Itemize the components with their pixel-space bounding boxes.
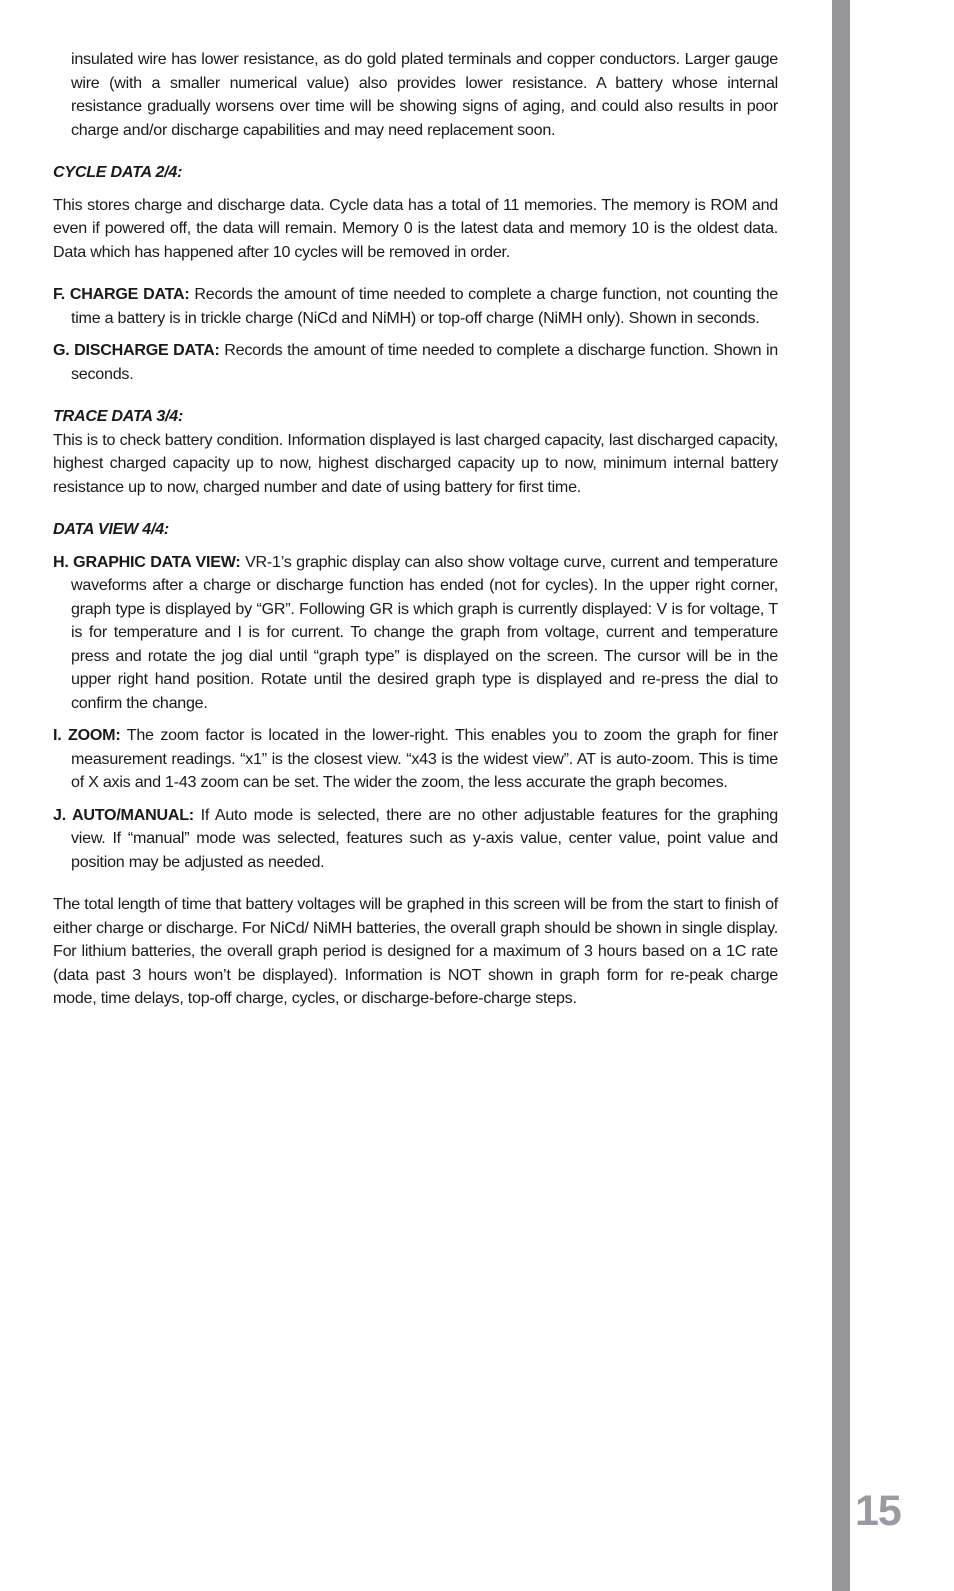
closing-paragraph: The total length of time that battery voltages will be graphed in this screen will be from the start to finish of either charge or discharge. For NiCd/ NiMH batteries, the overall graph should be shown in single display. For lithium batteries, the overall graph period is designed for a maximum of 3 hours based on a 1C rate (data past 3 hours won’t be displayed). Information is NOT shown in graph form for re-peak charge mode, time delays, top-off charge, cycles, or discharge-before-charge steps. xyxy=(53,895,778,1007)
item-text: If Auto mode is selected, there are no other adjustable features for the graphing view. If “manual” mode was selected, features such as y-axis value, center value, point value and position may be adjusted as needed. xyxy=(71,805,778,871)
auto-manual-item xyxy=(53,804,778,875)
item-label: J. AUTO/MANUAL: xyxy=(53,805,194,824)
cycle-data-heading: CYCLE DATA 2/4: xyxy=(53,163,183,181)
item-text: The zoom factor is located in the lower-right. This enables you to zoom the graph for finer measurement readings. “x1” is the closest view. “x43 is the widest view”. AT is auto-zoom. This is time of X axis and 1-43 zoom can be set. The wider the zoom, the less accurate the graph becomes. xyxy=(71,726,778,791)
continuation-paragraph: insulated wire has lower resistance, as do gold plated terminals and copper conductors. Larger gauge wire (with a smaller numerical value) also provides lower resistance. A battery whose internal resistance gradually worsens over time will be showing signs of aging, and could also results in poor charge and/or discharge capabilities and may need replacement soon. xyxy=(71,50,778,139)
item-text: VR-1’s graphic display can also show voltage curve, current and temperature waveforms after a charge or discharge function has ended (not for cycles). In the upper right corner, graph type is displayed by “GR”. Following GR is which graph is currently displayed: V is for voltage, T is for temperature and I is for current. To change the graph from voltage, current and temperature press and rotate the jog dial until “graph type” is displayed on the screen. The cursor will be in the upper right hand position. Rotate until the desired graph type is displayed and re-press the dial to confirm the change. xyxy=(71,552,778,712)
trace-data-intro: This is to check battery condition. Information displayed is last charged capacity, last discharged capacity, highest charged capacity up to now, highest discharged capacity up to now, minimum internal battery resistance up to now, charged number and date of using battery for first time. xyxy=(53,430,778,496)
cycle-data-intro: This stores charge and discharge data. Cycle data has a total of 11 memories. The memory is ROM and even if powered off, the data will remain. Memory 0 is the latest data and memory 10 is the oldest data. Data which has happened after 10 cycles will be removed in order. xyxy=(53,195,778,261)
item-label: H. GRAPHIC DATA VIEW: xyxy=(53,552,241,571)
item-label: I. ZOOM: xyxy=(53,726,121,744)
item-label: F. CHARGE DATA: xyxy=(53,285,190,303)
zoom-item xyxy=(53,724,778,795)
data-view-heading: DATA VIEW 4/4: xyxy=(53,520,170,538)
page-number: 15 xyxy=(855,1487,901,1535)
item-text: Records the amount of time needed to complete a charge function, not counting the time a battery is in trickle charge (NiCd and NiMH) or top-off charge (NiMH only). Shown in seconds. xyxy=(71,285,778,327)
graphic-data-view-item xyxy=(53,551,778,716)
discharge-data-item xyxy=(53,339,778,386)
item-label: G. DISCHARGE DATA: xyxy=(53,341,220,359)
trace-data-heading: TRACE DATA 3/4: xyxy=(53,407,184,425)
page-content xyxy=(53,48,778,1030)
charge-data-item xyxy=(53,283,778,330)
side-bar-decoration xyxy=(832,0,850,1591)
item-text: Records the amount of time needed to complete a discharge function. Shown in seconds. xyxy=(71,341,778,383)
